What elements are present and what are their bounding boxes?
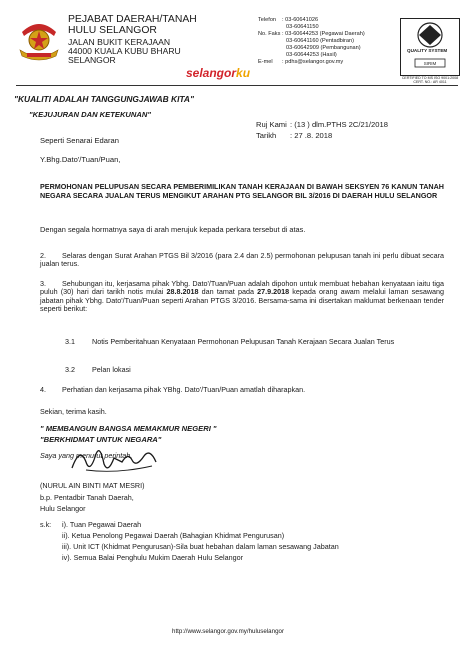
- salutation: Y.Bhg.Dato'/Tuan/Puan,: [40, 155, 121, 164]
- contact-label: No. Faks: [258, 31, 281, 37]
- contact-value: : 03-60641026: [282, 17, 319, 23]
- org-name-line2: HULU SELANGOR: [68, 25, 157, 36]
- address-line3: SELANGOR: [68, 55, 116, 65]
- email-value[interactable]: : pdhs@selangor.gov.my: [282, 59, 344, 65]
- item-text: Notis Pemberitahuan Kenyataan Permohonan Pelupusan Tanah Kerajaan Secara Jualan Terus: [92, 337, 395, 346]
- contact-value: 03-60641150: [286, 24, 319, 30]
- contact-value: 03-60641160 (Pentadbiran): [286, 38, 355, 44]
- brand-suffix: ku: [236, 66, 251, 80]
- header-divider: [16, 85, 458, 86]
- para-number: 3.: [40, 279, 46, 288]
- ref-value: : (13 ) dlm.PTHS 2C/21/2018: [290, 120, 388, 129]
- item-number: 3.2: [65, 365, 75, 374]
- cc-item: iv). Semua Balai Penghulu Mukim Daerah Hulu Selangor: [62, 553, 243, 562]
- national-motto: " MEMBANGUN BANGSA MEMAKMUR NEGERI ": [40, 424, 217, 433]
- intro-paragraph: Dengan segala hormatnya saya di arah merujuk kepada perkara tersebut di atas.: [40, 225, 306, 234]
- para-number: 4.: [40, 385, 46, 394]
- slogan: "KUALITI ADALAH TANGGUNGJAWAB KITA": [14, 94, 194, 104]
- quality-mark-icon: [401, 19, 459, 75]
- contact-value: 03-60644253 (Hasil): [286, 52, 337, 58]
- contact-label: Telefon: [258, 17, 277, 23]
- para-number: 2.: [40, 251, 46, 260]
- org-name-line1: PEJABAT DAERAH/TANAH: [68, 14, 197, 25]
- cc-item: iii). Unit ICT (Khidmat Pengurusan)-Sila buat hebahan dalam laman sesawang Jabatan: [62, 542, 339, 551]
- contact-value: 03-60642909 (Pembangunan): [286, 45, 361, 51]
- footer-url[interactable]: http://www.selangor.gov.my/huluselangor: [172, 628, 285, 635]
- cc-item: ii). Ketua Penolong Pegawai Daerah (Bahagian Khidmat Pengurusan): [62, 531, 285, 540]
- selangor-crest-logo: [16, 14, 62, 64]
- selangorku-brand: [186, 66, 250, 80]
- item-text: Pelan lokasi: [92, 365, 131, 374]
- signer-name: (NURUL AIN BINTI MAT MESRI): [40, 481, 145, 490]
- signer-title: b.p. Pentadbir Tanah Daerah,: [40, 493, 134, 502]
- subject-heading: PERMOHONAN PELUPUSAN SECARA PEMBERIMILIKAN TANAH KERAJAAN DI BAWAH SEKSYEN 76 KANUN TANAH NEGARA SECARA JUALAN TERUS MENGIKUT ARAHAN PTG SELANGOR BIL 3/2016 DI DAERAH HULU SELANGOR: [40, 182, 444, 200]
- paragraph-3-text: Sehubungan itu, kerjasama pihak Ybhg. Dato'/Tuan/Puan adalah dipohon untuk membuat hebahan kenyataan iaitu tiga puluh (30) hari dari tarikh notis mulai: [40, 279, 444, 297]
- obedience-line: Saya yang menurut perintah,: [40, 451, 133, 460]
- cc-item: i). Tuan Pegawai Daerah: [62, 520, 142, 529]
- paragraph-4: Perhatian dan kerjasama pihak YBhg. Dato'/Tuan/Puan amatlah diharapkan.: [62, 385, 306, 394]
- svg-text:SIRIM: SIRIM: [423, 61, 437, 66]
- circular-recipients: Seperti Senarai Edaran: [40, 136, 119, 145]
- contact-value: : 03-60644253 (Pegawai Daerah): [282, 31, 365, 37]
- brand-text: selangor: [186, 66, 237, 80]
- paragraph-3-text: kepada orang awam melalui laman sesawang jabatan pihak Ybhg. Dato'/Tuan/Puan seperti Arahan PTGS 3/2016. Bersama-sama ini disertakan maklumat berkenaan tender seperti berikut:: [40, 287, 445, 314]
- certification-text: CERTIFIED TO MS ISO 9001:2008 CERT. NO.: AR 4011: [401, 76, 459, 84]
- service-motto: "BERKHIDMAT UNTUK NEGARA": [40, 435, 162, 444]
- date-label: Tarikh: [256, 131, 277, 140]
- item-number: 3.1: [65, 337, 75, 346]
- handwritten-signature: [66, 440, 176, 480]
- paragraph-2: Selaras dengan Surat Arahan PTGS Bil 3/2016 (para 2.4 dan 2.5) permohonan pelupusan tanah ini perlu dibuat secara jualan terus.: [40, 251, 444, 269]
- quality-system-badge: [400, 18, 460, 76]
- ref-label: Ruj Kami: [256, 120, 287, 129]
- end-date: 27.9.2018: [257, 287, 290, 297]
- closing: Sekian, terima kasih.: [40, 407, 107, 416]
- signer-office: Hulu Selangor: [40, 504, 86, 513]
- contact-label: E-mel: [258, 59, 273, 65]
- cc-label: s.k:: [40, 520, 52, 529]
- quality-label: QUALITY SYSTEM: [407, 48, 448, 53]
- paragraph-3: [40, 280, 444, 314]
- address-line1: JALAN BUKIT KERAJAAN: [68, 37, 171, 47]
- start-date: 28.8.2018: [166, 287, 199, 297]
- address-line2: 44000 KUALA KUBU BHARU: [68, 46, 181, 56]
- paragraph-3-text: dan tamat pada: [198, 287, 258, 297]
- date-value: : 27 .8. 2018: [290, 131, 333, 140]
- motto: "KEJUJURAN DAN KETEKUNAN": [29, 110, 151, 119]
